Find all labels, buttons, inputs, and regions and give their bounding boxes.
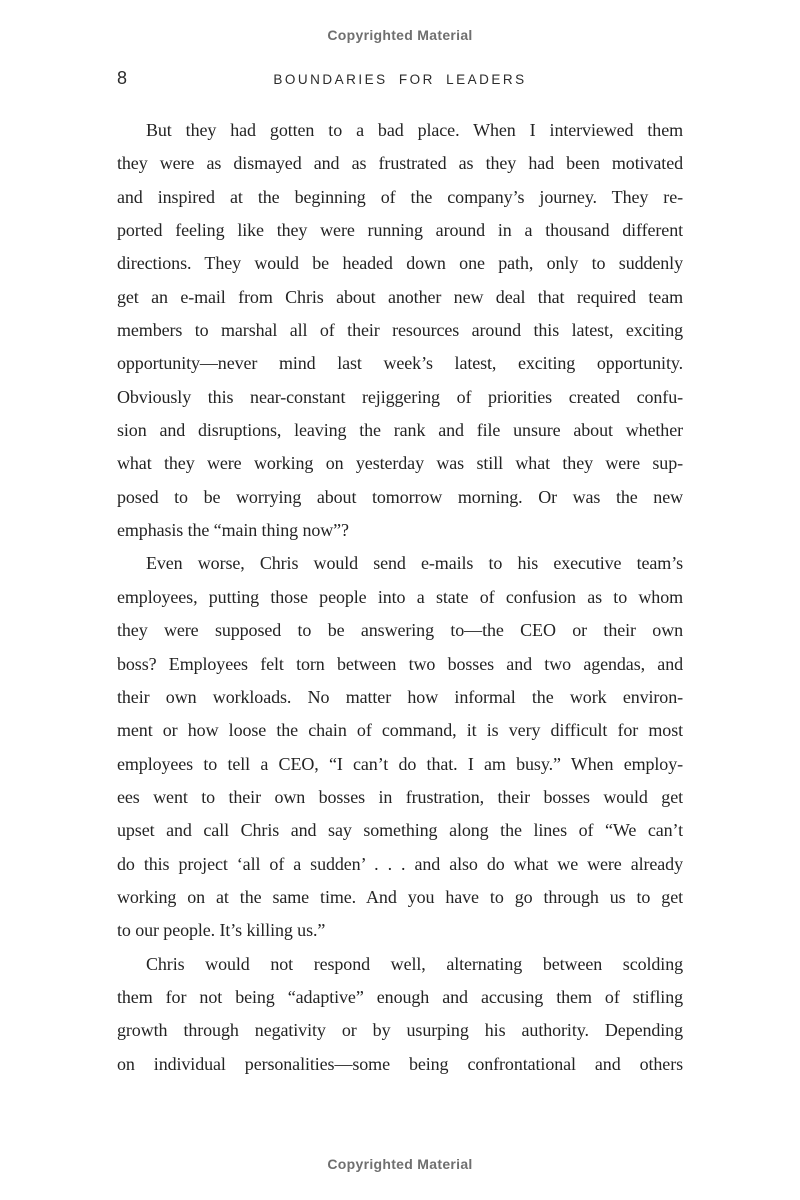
- text-line: growth through negativity or by usurping his authority. Depending: [117, 1020, 683, 1041]
- text-line: on individual personalities—some being confrontational and others: [117, 1053, 683, 1074]
- text-line: ees went to their own bosses in frustration, their bosses would get: [117, 786, 683, 807]
- text-line: Even worse, Chris would send e-mails to his executive team’s: [146, 553, 683, 574]
- text-line: Obviously this near-constant rejiggering of priorities created confu-: [117, 386, 683, 407]
- text-line: upset and call Chris and say something along the lines of “We can’t: [117, 820, 683, 841]
- text-line: sion and disruptions, leaving the rank and file unsure about whether: [117, 420, 683, 441]
- text-line: boss? Employees felt torn between two bosses and two agendas, and: [117, 653, 683, 674]
- text-line: what they were working on yesterday was still what they were sup-: [117, 453, 683, 474]
- page-number: 8: [117, 68, 128, 88]
- paragraph: [117, 547, 683, 947]
- text-line: they were as dismayed and as frustrated as they had been motivated: [117, 153, 683, 174]
- text-line: to our people. It’s killing us.”: [117, 920, 326, 941]
- running-header: BOUNDARIES FOR LEADERS: [273, 72, 527, 87]
- body-text: [117, 114, 683, 1081]
- copyright-notice-top: Copyrighted Material: [327, 27, 473, 43]
- text-line: they were supposed to be answering to—the CEO or their own: [117, 620, 683, 641]
- text-line: opportunity—never mind last week’s latest, exciting opportunity.: [117, 353, 683, 374]
- text-line: them for not being “adaptive” enough and accusing them of stifling: [117, 986, 683, 1007]
- text-line: But they had gotten to a bad place. When I interviewed them: [146, 120, 683, 140]
- text-line: Chris would not respond well, alternating between scolding: [146, 953, 683, 974]
- text-line: get an e-mail from Chris about another new deal that required team: [117, 286, 683, 307]
- copyright-notice-bottom: Copyrighted Material: [327, 1156, 473, 1172]
- text-line: members to marshal all of their resources around this latest, exciting: [117, 320, 683, 341]
- text-line: employees to tell a CEO, “I can’t do that. I am busy.” When employ-: [117, 753, 683, 774]
- text-line: directions. They would be headed down one path, only to suddenly: [117, 253, 683, 274]
- text-line: emphasis the “main thing now”?: [117, 520, 349, 541]
- text-line: ment or how loose the chain of command, it is very difficult for most: [117, 720, 683, 741]
- text-line: employees, putting those people into a state of confusion as to whom: [117, 586, 683, 607]
- text-line: posed to be worrying about tomorrow morning. Or was the new: [117, 486, 683, 507]
- paragraph: [117, 948, 683, 1081]
- text-line: do this project ‘all of a sudden’ . . . and also do what we were already: [117, 853, 683, 874]
- text-line: and inspired at the beginning of the company’s journey. They re-: [117, 186, 683, 207]
- text-line: working on at the same time. And you have to go through us to get: [117, 886, 683, 907]
- text-line: their own workloads. No matter how informal the work environ-: [117, 686, 683, 707]
- text-line: ported feeling like they were running around in a thousand different: [117, 220, 683, 241]
- paragraph: [117, 114, 683, 547]
